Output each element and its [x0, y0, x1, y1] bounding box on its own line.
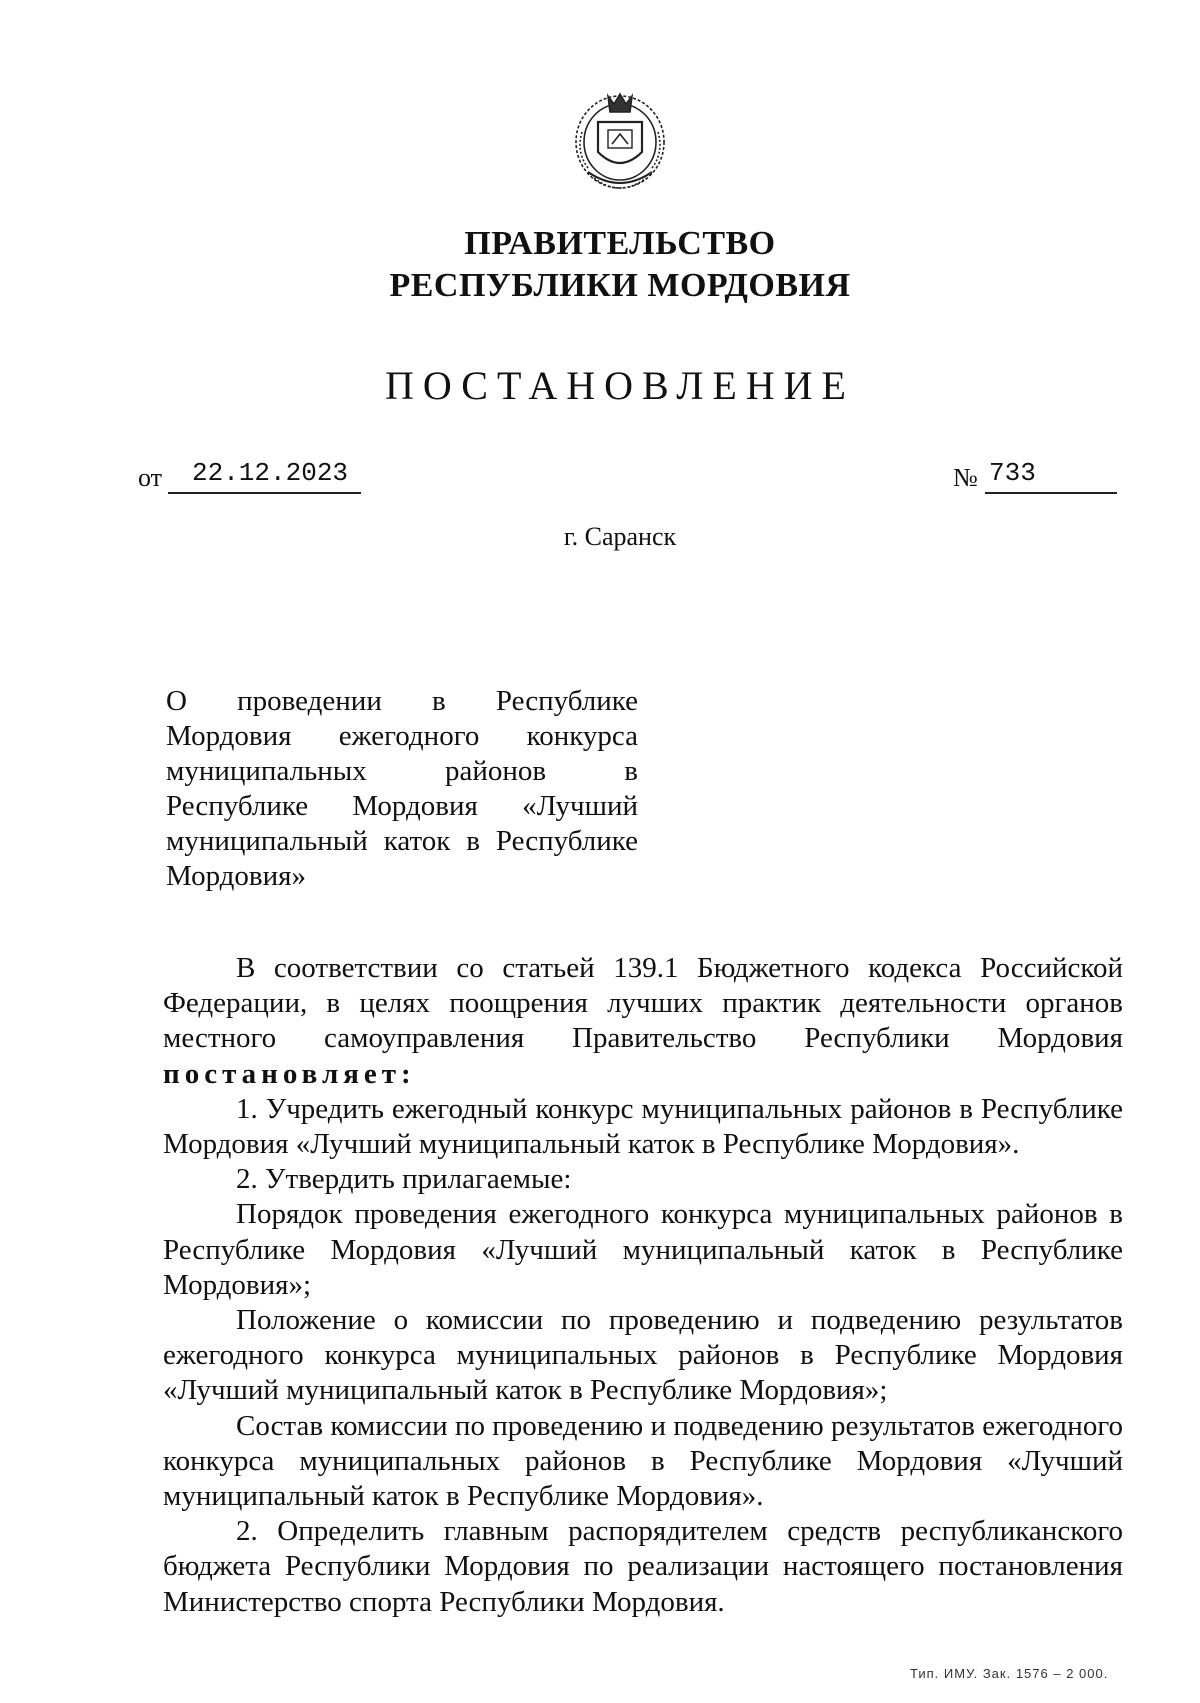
government-title-line2: РЕСПУБЛИКИ МОРДОВИЯ [389, 267, 851, 304]
item-2-regulation: Положение о комиссии по проведению и подведению результатов ежегодного конкурса муниципальных районов в Республике Мордовия «Лучший муниципальный каток в Республике Мордовия»; [163, 1304, 1123, 1407]
preamble-paragraph [163, 951, 1123, 1092]
coat-of-arms-icon [568, 82, 672, 198]
document-subject: О проведении в Республике Мордовия ежегодного конкурса муниципальных районов в Республике Мордовия «Лучший муниципальный каток в Республике Мордовия» [166, 685, 638, 892]
document-type: ПОСТАНОВЛЕНИЕ [385, 363, 855, 408]
date-prefix: от [138, 463, 163, 492]
item-3: 2. Определить главным распорядителем средств республиканского бюджета Республики Мордовия по реализации настоящего постановления Министерство спорта Республики Мордовия. [163, 1515, 1123, 1618]
number-sign: № [953, 463, 978, 492]
item-2-composition: Состав комиссии по проведению и подведению результатов ежегодного конкурса муниципальных районов в Республике Мордовия «Лучший муниципальный каток в Республике Мордовия». [163, 1409, 1123, 1513]
item-2: 2. Утвердить прилагаемые: [236, 1163, 572, 1196]
printer-mark: Тип. ИМУ. Зак. 1576 – 2 000. [910, 1666, 1109, 1681]
decree-word: постановляет: [163, 1057, 416, 1090]
government-title-line1: ПРАВИТЕЛЬСТВО [464, 225, 776, 262]
preamble-text: В соответствии со статьей 139.1 Бюджетного кодекса Российской Федерации, в целях поощрения лучших практик деятельности органов местного самоуправления Правительство Республики Мордовия [163, 952, 1123, 1055]
item-1: 1. Учредить ежегодный конкурс муниципальных районов в Республике Мордовия «Лучший муниципальный каток в Республике Мордовия». [163, 1092, 1123, 1161]
document-number: 733 [985, 458, 1117, 494]
city: г. Саранск [563, 522, 677, 551]
document-date: 22.12.2023 [168, 458, 361, 494]
document-body [163, 951, 1123, 1620]
item-2-procedure: Порядок проведения ежегодного конкурса муниципальных районов в Республике Мордовия «Лучший муниципальный каток в Республике Мордовия»; [163, 1198, 1123, 1301]
